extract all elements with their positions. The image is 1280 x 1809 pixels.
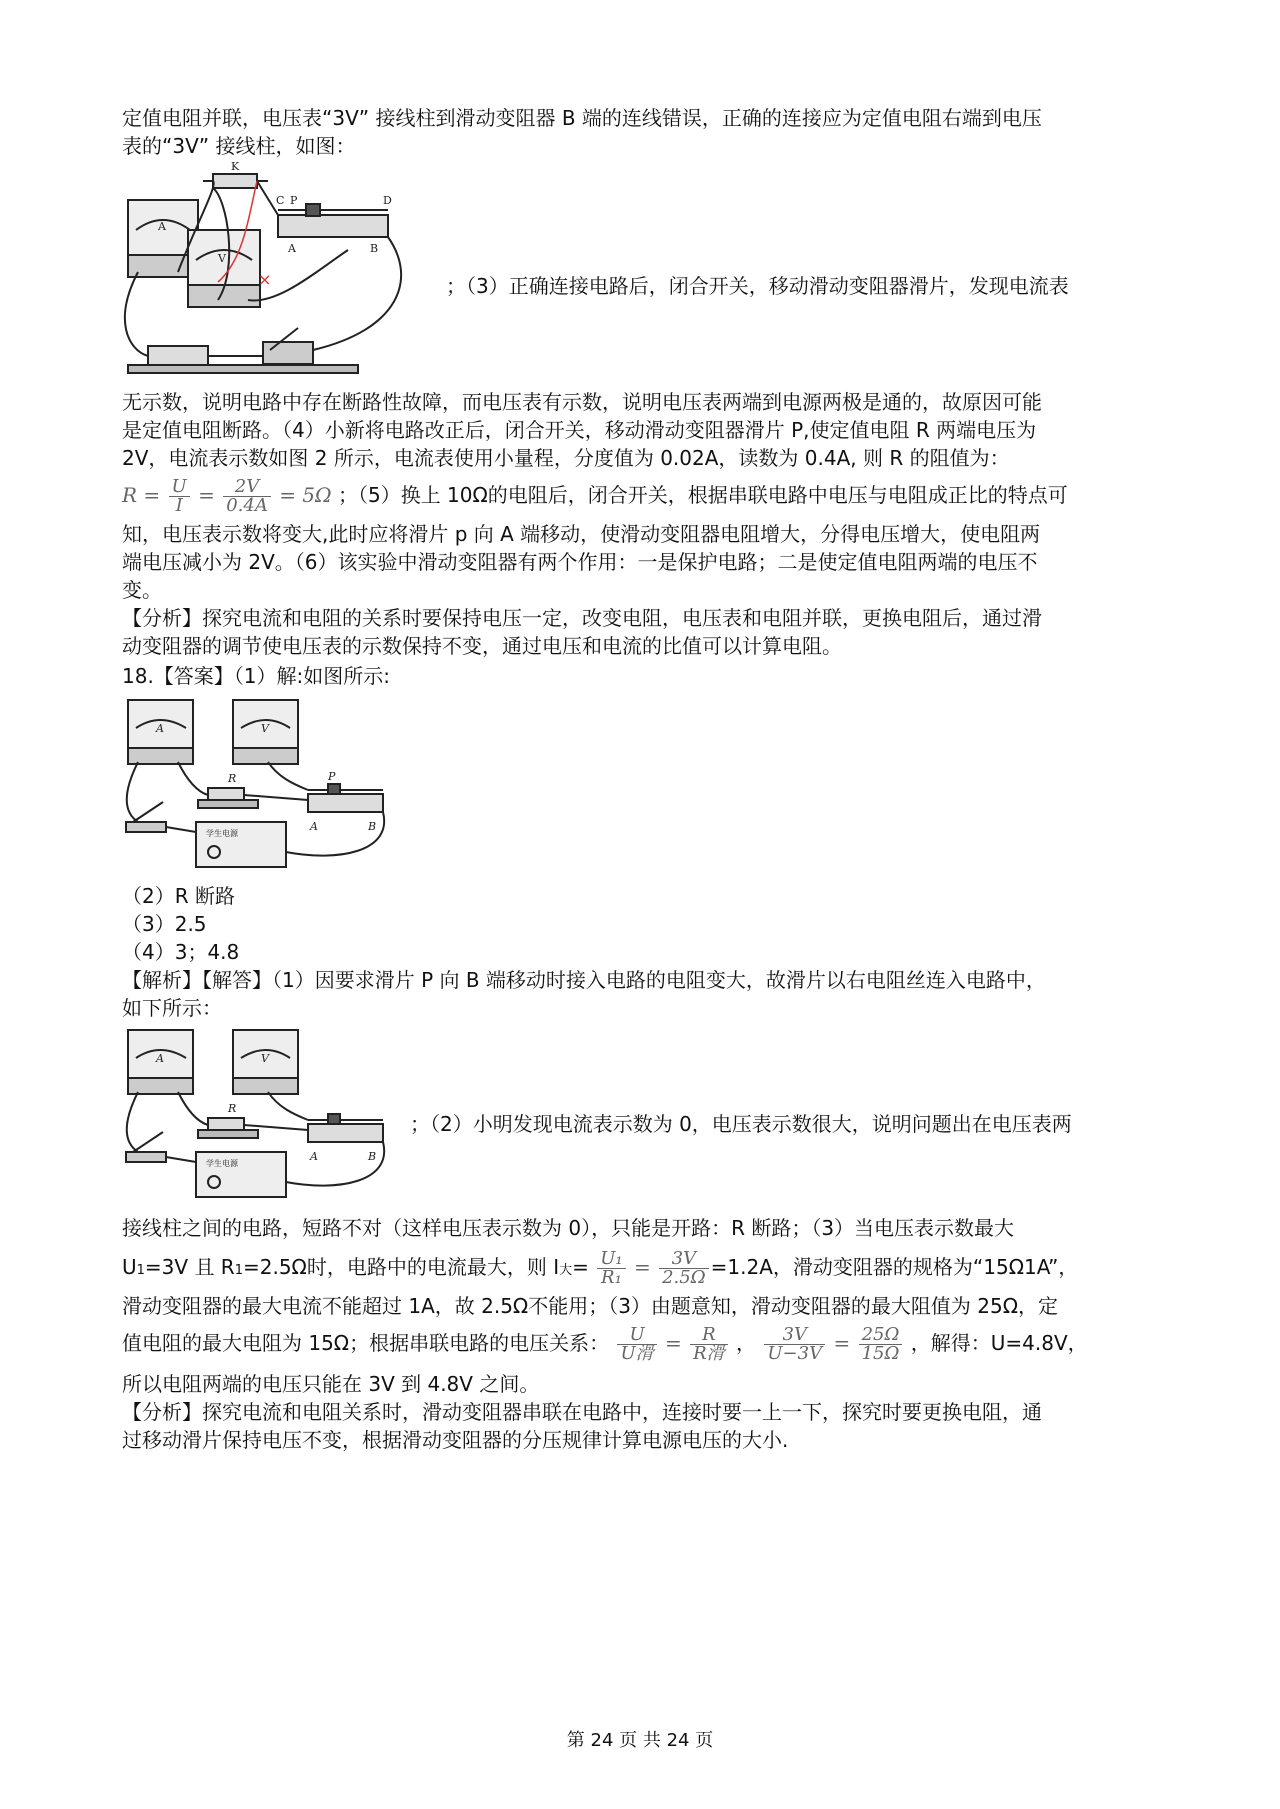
svg-text:V: V <box>218 252 226 265</box>
text-line: 18.【答案】（1）解:如图所示: <box>122 664 391 688</box>
svg-text:C: C <box>276 194 285 207</box>
svg-text:V: V <box>261 722 269 735</box>
circuit-figure-1 <box>118 160 443 382</box>
svg-text:A: A <box>158 220 166 233</box>
svg-text:学生电源: 学生电源 <box>206 1159 238 1168</box>
text-line: （4）3；4.8 <box>122 940 240 964</box>
text-line: 无示数，说明电路中存在断路性故障，而电压表有示数，说明电压表两端到电源两极是通的，故原因可能 <box>122 390 1042 414</box>
text-line: 所以电阻两端的电压只能在 3V 到 4.8V 之间。 <box>122 1372 540 1396</box>
svg-text:P: P <box>290 194 298 207</box>
svg-text:K: K <box>231 160 240 173</box>
text-line: 【分析】探究电流和电阻关系时，滑动变阻器串联在电路中，连接时要一上一下，探究时要更换电阻，通 <box>122 1400 1042 1424</box>
battery-icon <box>148 346 208 366</box>
svg-text:A: A <box>156 722 164 735</box>
switch-icon <box>126 1152 166 1162</box>
text-line: 动变阻器的调节使电压表的示数保持不变，通过电压和电流的比值可以计算电阻。 <box>122 634 842 658</box>
rheostat-icon <box>308 1124 383 1142</box>
rheostat-icon <box>308 794 383 812</box>
text-line: U1=3V 且 R1=2.5Ω时，电路中的电流最大，则 I大= $\frac{\text{U₁}}{\text{R₁}}$ = $\frac{3V}{2.5\Omega}$ =1.2A，滑动变阻器的规格为“15Ω1A”， <box>122 1248 1079 1288</box>
svg-text:R: R <box>228 772 237 785</box>
text-line: 【解析】【解答】（1）因要求滑片 P 向 B 端移动时接入电路的电阻变大，故滑片以右电阻丝连入电路中， <box>122 968 1046 992</box>
error-mark: × <box>258 270 272 289</box>
svg-text:A: A <box>288 242 296 255</box>
svg-text:P: P <box>328 770 336 783</box>
text-line: 滑动变阻器的最大电流不能超过 1A，故 2.5Ω不能用；（3）由题意知，滑动变阻器的最大阻值为 25Ω，定 <box>122 1294 1059 1318</box>
text-line: （2）R 断路 <box>122 884 235 908</box>
text-line: 【分析】探究电流和电阻的关系时要保持电压一定，改变电阻，电压表和电阻并联，更换电阻后，通过滑 <box>122 606 1042 630</box>
svg-text:B: B <box>368 1150 377 1163</box>
svg-text:V: V <box>261 1052 269 1065</box>
formula-r: R = $\frac{U}{I}$ = $\frac{2V}{0.4A}$ = 5Ω <box>122 476 332 516</box>
text-line: 表的“3V” 接线柱，如图： <box>122 134 356 158</box>
svg-text:A: A <box>310 820 318 833</box>
text-line: 如下所示： <box>122 996 222 1020</box>
text-line: 是定值电阻断路。（4）小新将电路改正后，闭合开关，移动滑动变阻器滑片 P,使定值电阻 R 两端电压为 <box>122 418 1037 442</box>
text-line: ；（2）小明发现电流表示数为 0，电压表示数很大，说明问题出在电压表两 <box>410 1112 1072 1136</box>
svg-text:学生电源: 学生电源 <box>206 829 238 838</box>
text-line: （3）2.5 <box>122 912 207 936</box>
svg-text:R: R <box>228 1102 237 1115</box>
rheostat-icon <box>278 215 388 237</box>
text-line: 值电阻的最大电阻为 15Ω；根据串联电路的电压关系： $\frac{U}{\text{U滑}}$ = $\frac{R}{\text{R滑}}$ ， $\frac{3V}{U-3V}$ = $\frac{25\Omega}{15\Omega}$ ，解得：U=4.8V， <box>122 1324 1088 1364</box>
text-line: 2V，电流表示数如图 2 所示，电流表使用小量程，分度值为 0.02A，读数为 0.4A, 则 R 的阻值为： <box>122 446 1010 470</box>
text-line: 变。 <box>122 578 162 602</box>
circuit-figure-2 <box>118 692 408 882</box>
text-line: 接线柱之间的电路，短路不对（这样电压表示数为 0），只能是开路：R 断路；（3）当电压表示数最大 <box>122 1216 1015 1240</box>
switch-icon <box>263 342 313 364</box>
switch-icon <box>126 822 166 832</box>
svg-text:A: A <box>156 1052 164 1065</box>
circuit-figure-3 <box>118 1022 408 1212</box>
text-line: R = $\frac{U}{I}$ = $\frac{2V}{0.4A}$ = 5Ω ；（5）换上 10Ω的电阻后，闭合开关，根据串联电路中电压与电阻成正比的特点可 <box>122 476 1068 516</box>
svg-text:A: A <box>310 1150 318 1163</box>
svg-text:D: D <box>383 194 392 207</box>
page-footer: 第 24 页 共 24 页 <box>566 1730 714 1751</box>
text-line: ；（3）正确连接电路后，闭合开关，移动滑动变阻器滑片，发现电流表 <box>446 274 1069 298</box>
text-line: 定值电阻并联，电压表“3V” 接线柱到滑动变阻器 B 端的连线错误，正确的连接应为定值电阻右端到电压 <box>122 106 1042 130</box>
text-line: 知，电压表示数将变大,此时应将滑片 p 向 A 端移动，使滑动变阻器电阻增大，分得电压增大，使电阻两 <box>122 522 1041 546</box>
svg-text:B: B <box>370 242 379 255</box>
text-line: 过移动滑片保持电压不变，根据滑动变阻器的分压规律计算电源电压的大小. <box>122 1428 789 1452</box>
svg-text:B: B <box>368 820 377 833</box>
text-line: 端电压减小为 2V。（6）该实验中滑动变阻器有两个作用：一是保护电路；二是使定值电阻两端的电压不 <box>122 550 1038 574</box>
